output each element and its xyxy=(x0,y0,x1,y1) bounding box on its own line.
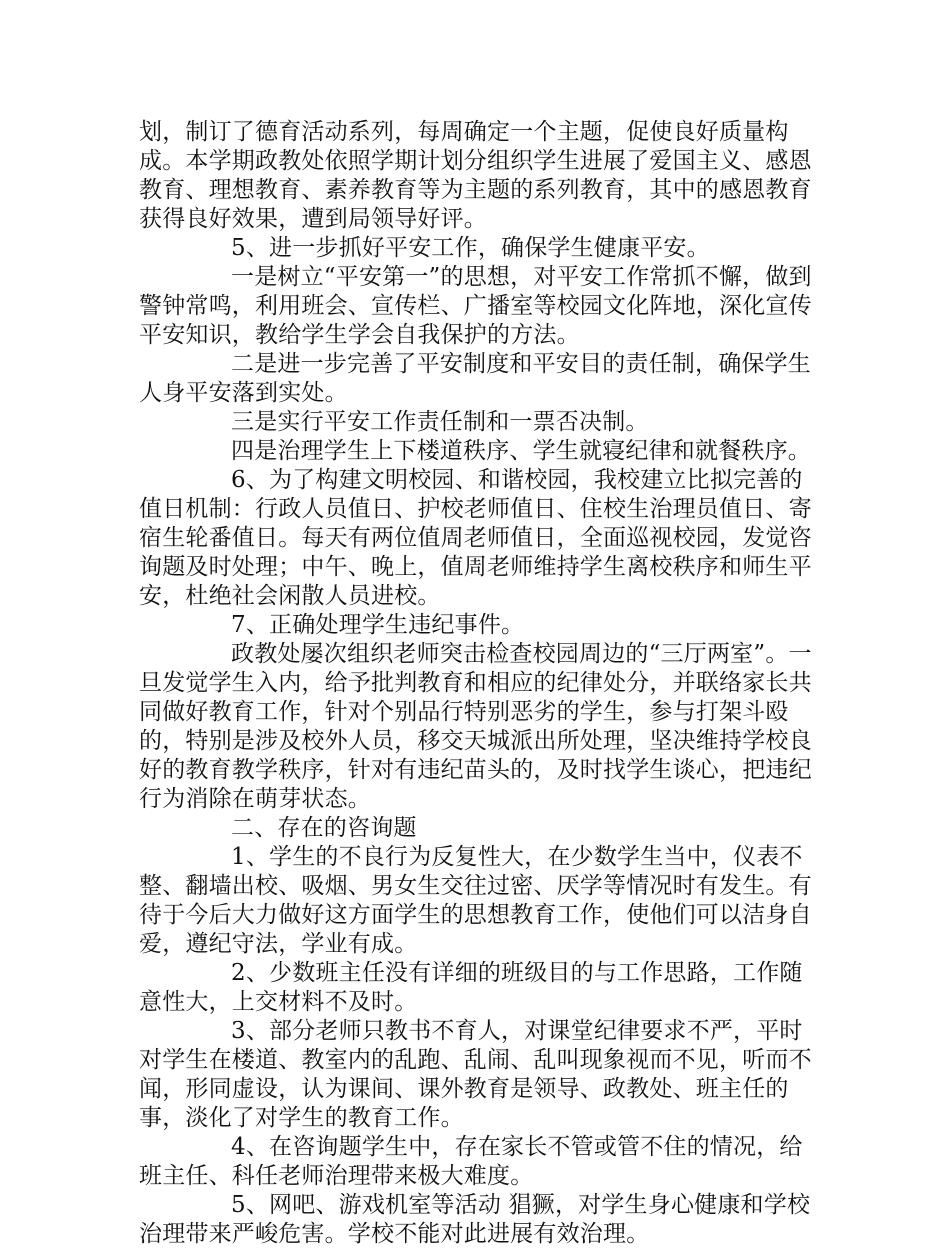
paragraph: 5、网吧、游戏机室等活动 猖獗，对学生身心健康和学校治理带来严峻危害。学校不能对此进展有效治理。 xyxy=(139,1192,811,1247)
paragraph: 3、部分老师只教书不育人，对课堂纪律要求不严，平时对学生在楼道、教室内的乱跑、乱闹、乱叫现象视而不见，听而不闻，形同虚设，认为课间、课外教育是领导、政教处、班主任的事，淡化了对学生的教育工作。 xyxy=(139,1018,812,1131)
paragraph: 5、进一步抓好平安工作，确保学生健康平安。 xyxy=(231,235,710,261)
paragraph: 4、在咨询题学生中，存在家长不管或管不住的情况，给班主任、科任老师治理带来极大难度。 xyxy=(139,1134,803,1189)
document-body xyxy=(139,118,819,1249)
section-heading: 二、存在的咨询题 xyxy=(231,815,417,841)
paragraph: 四是治理学生上下楼道秩序、学生就寝纪律和就餐秩序。 xyxy=(231,438,811,464)
paragraph: 二是进一步完善了平安制度和平安目的责任制，确保学生人身平安落到实处。 xyxy=(139,351,811,406)
paragraph: 2、少数班主任没有详细的班级目的与工作思路，工作随意性大，上交材料不及时。 xyxy=(139,960,803,1015)
paragraph: 一是树立“平安第一”的思想，对平安工作常抓不懈，做到警钟常鸣，利用班会、宣传栏、广播室等校园文化阵地，深化宣传平安知识，教给学生学会自我保护的方法。 xyxy=(139,264,812,348)
paragraph: 政教处屡次组织老师突击检查校园周边的“三厅两室”。一旦发觉学生入内，给予批判教育和相应的纪律处分，并联络家长共同做好教育工作，针对个别品行特别恶劣的学生，参与打架斗殴的，特别是涉及校外人员，移交天城派出所处理，坚决维持学校良好的教育教学秩序，针对有违纪苗头的，及时找学生谈心，把违纪行为消除在萌芽状态。 xyxy=(139,641,812,812)
paragraph: 划，制订了德育活动系列，每周确定一个主题，促使良好质量构成。本学期政教处依照学期计划分组织学生进展了爱国主义、感恩教育、理想教育、素养教育等为主题的系列教育，其中的感恩教育获得良好效果，遭到局领导好评。 xyxy=(139,119,812,232)
paragraph: 1、学生的不良行为反复性大，在少数学生当中，仪表不整、翻墙出校、吸烟、男女生交往过密、厌学等情况时有发生。有待于今后大力做好这方面学生的思想教育工作，使他们可以洁身自爱，遵纪守法，学业有成。 xyxy=(139,844,812,957)
paragraph: 三是实行平安工作责任制和一票否决制。 xyxy=(231,409,649,435)
paragraph: 6、为了构建文明校园、和谐校园，我校建立比拟完善的值日机制：行政人员值日、护校老师值日、住校生治理员值日、寄宿生轮番值日。每天有两位值周老师值日，全面巡视校园，发觉咨询题及时处理；中午、晚上，值周老师维持学生离校秩序和师生平安，杜绝社会闲散人员进校。 xyxy=(139,467,812,609)
paragraph: 7、正确处理学生违纪事件。 xyxy=(231,612,525,638)
